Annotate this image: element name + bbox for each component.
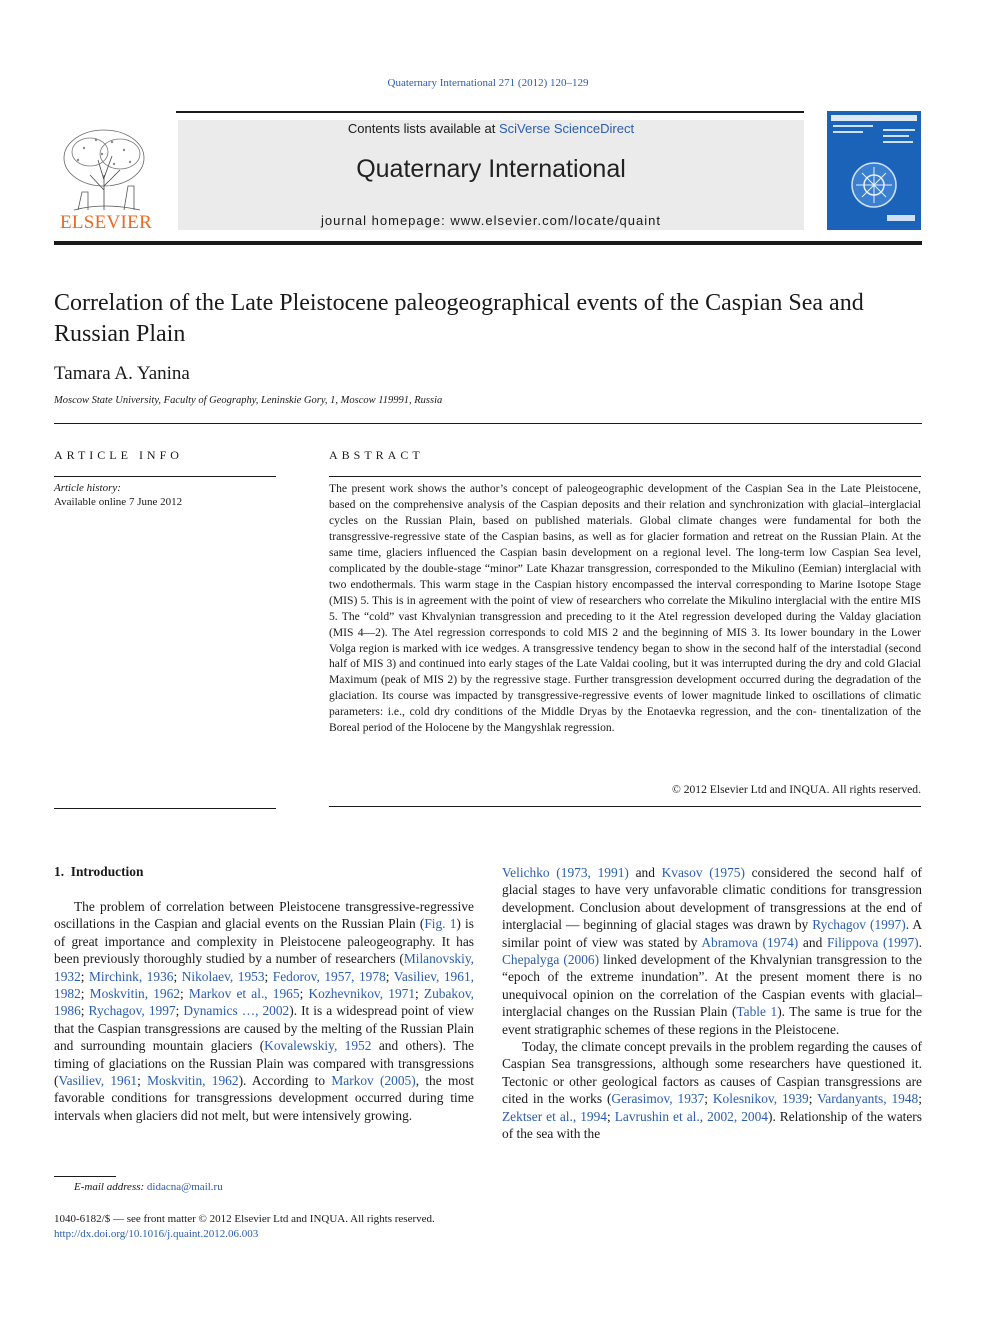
- article-info-bottom-rule: [54, 808, 276, 809]
- text-run: and: [798, 934, 827, 950]
- text-run: Today, the climate concept prevails in the problem regarding the causes of Caspian Sea transgressions, although some researchers have questioned it. Tectonic or other geological factors as causes of Caspian transgressions are cited in the works (: [502, 1039, 922, 1107]
- citation-link[interactable]: Vasiliev, 1961: [58, 1073, 138, 1089]
- figure-link[interactable]: Fig. 1: [424, 916, 457, 932]
- article-title: Correlation of the Late Pleistocene paleogeographical events of the Caspian Sea and Russian Plain: [54, 290, 864, 347]
- body-column-right: [502, 864, 922, 1143]
- citation-link[interactable]: Zektser et al., 1994: [502, 1108, 607, 1124]
- author-name[interactable]: Tamara A. Yanina: [54, 363, 190, 384]
- contents-line: [178, 121, 804, 136]
- text-run: ). According to: [238, 1073, 332, 1089]
- text-run: ). The same is true for the event stratigraphic schemes of these regions in the Pleistocene.: [502, 1004, 922, 1037]
- citation-link[interactable]: Rychagov, 1997: [88, 1003, 176, 1019]
- article-info-rule: [54, 476, 276, 477]
- text-run: The problem of correlation between Pleistocene transgressive-regressive oscillations in the Caspian and glacial events on the Russian Plain (: [54, 899, 474, 932]
- section-heading-introduction: 1. Introduction: [54, 864, 144, 879]
- citation-link[interactable]: Moskvitin, 1962: [89, 986, 181, 1002]
- body-column-left: [54, 898, 474, 1124]
- citation-link[interactable]: Vardanyants, 1948: [817, 1091, 919, 1107]
- header-bottom-rule: [54, 241, 922, 245]
- text-run: considered the second half of glacial stages to have very unfavorable climatic conditions for transgression development. Conclusion about development of transgressions at the end of interglacial — beginning of glacial stages was drawn by: [502, 865, 923, 933]
- citation-link[interactable]: Filippova (1997): [826, 934, 919, 950]
- citation-link[interactable]: Moskvitin, 1962: [147, 1073, 239, 1089]
- citation-link[interactable]: Dynamics …, 2002: [183, 1003, 290, 1019]
- author-affiliation: Moscow State University, Faculty of Geography, Leninskie Gory, 1, Moscow 119991, Russia: [54, 395, 443, 406]
- intro-paragraph-1: The problem of correlation between Pleistocene transgressive-regressive oscillations in the Caspian and glacial events on the Russian Plain (Fig. 1) is of great importance and complexity in Pleistocene paleogeography. It has been previously thoroughly studied by a number of researchers (Milanovskiy, 1932; Mirchink, 1936; Nikolaev, 1953; Fedorov, 1957, 1978; Vasiliev, 1961, 1982; Moskvitin, 1962; Markov et al., 1965; Kozhevnikov, 1971; Zubakov, 1986; Rychagov, 1997; Dynamics …, 2002). It is a widespread point of view that the Caspian transgressions are caused by the melting of the Russian Plain and surrounding mountain glaciers (Kovalewskiy, 1952 and others). The timing of glaciations on the Russian Plain was compared with transgressions (Vasiliev, 1961; Moskvitin, 1962). According to Markov (2005), the most favorable conditions for transgressions development occurred during time intervals when glaciers did not melt, but were intensively growing.: [54, 899, 475, 1123]
- citation-link[interactable]: Zubakov, 1986: [54, 986, 474, 1019]
- homepage-url[interactable]: www.elsevier.com/locate/quaint: [450, 213, 661, 228]
- sciencedirect-link[interactable]: SciVerse ScienceDirect: [498, 121, 635, 136]
- text-run: ) is of great importance and complexity in Pleistocene paleogeography. It has been previously thoroughly studied by a number of researchers (: [54, 916, 474, 967]
- email-link[interactable]: didacna@mail.ru: [146, 1181, 223, 1193]
- citation-link[interactable]: Mirchink, 1936: [89, 968, 174, 984]
- text-run: ). Relationship of the waters of the sea with the: [502, 1108, 922, 1142]
- citation-link[interactable]: Markov et al., 1965: [188, 986, 300, 1002]
- elsevier-wordmark[interactable]: ELSEVIER: [59, 212, 153, 233]
- footnote-rule: [54, 1176, 116, 1177]
- citation-link[interactable]: Abramova (1974): [701, 934, 799, 950]
- citation-link[interactable]: Kovalewskiy, 1952: [264, 1038, 372, 1054]
- text-run: linked development of the Khvalynian transgression to the “epoch of the extreme inundation”. At the present moment there is no unequivocal opinion on the correlation of the Caspian events with glacial–interglacial changes on the Russian Plain (: [502, 952, 922, 1020]
- citation-link[interactable]: Vasiliev, 1961, 1982: [54, 968, 474, 1002]
- journal-homepage: [178, 213, 804, 228]
- available-online: Available online 7 June 2012: [54, 496, 183, 508]
- citation-link[interactable]: Nikolaev, 1953: [181, 968, 265, 984]
- citation-link[interactable]: Milanovskiy, 1932: [54, 951, 474, 984]
- text-run: . A similar point of view was stated by: [502, 917, 922, 950]
- abstract-rule: [329, 476, 921, 477]
- citation-link[interactable]: Rychagov (1997): [812, 917, 906, 933]
- title-rule: [54, 423, 922, 424]
- text-run: .: [918, 934, 923, 950]
- citation-link[interactable]: Lavrushin et al., 2002, 2004: [614, 1108, 768, 1124]
- issn-line: 1040-6182/$ — see front matter © 2012 Elsevier Ltd and INQUA. All rights reserved.: [54, 1213, 435, 1225]
- citation-link[interactable]: Kvasov (1975): [661, 865, 745, 880]
- journal-cover-thumbnail[interactable]: [827, 111, 921, 230]
- abstract-text: The present work shows the author’s concept of paleogeographic development of the Caspian Sea in the Late Pleistocene, based on the comprehensive analysis of the Caspian deposits and their relation and synchronization with glacial–interglacial cycles on the Russian Plain, based on published materials. Global climate changes were fundamental for both the transgressive-regressive state of the Caspian basins, as well as for glacier formation and retreat on the Russian Plain. At the same time, glaciers influenced the Caspian basin development on a regional level. The long-term low Caspian Sea level, complicated by the double-stage “minor” Late Khazar transgression, corresponded to the Mikulino (Eemian) interglacial with two endothermals. This warm stage in the Caspian history encompassed the interval corresponding to Marine Isotope Stage (MIS) 5. This is in agreement with the point of view of researchers who correlate the Mikulino interglacial with the entire MIS 5. The “cold” vast Khvalynian transgression and preceding to it the Atel regression developed during the Valday glaciation (MIS 4—2). The Atel regression corresponds to cold MIS 2 and the beginning of MIS 3. Its lower boundary in the Lower Volga region is marked with ice wedges. A transgressive tendency began to show in the second half of the interstadial (second half of MIS 3) and continued into early stages of the Late Valdai cooling, but it was interrupted during the dry and cold Glacial Maximum (peak of MIS 2) by the regressive stage. Further transgression development occurred during the degradation of the glaciation. Its course was impacted by transgressive-regressive events of lower magnitude linked to oscillations of climatic parameters: i.e., cold dry conditions of the Middle Dryas by the Enotaevka regression, and the con- tinentalization of the Boreal period of the Holocene by the Mangyshlak regression.: [329, 482, 921, 735]
- text-run: and others). The timing of glaciations on the Russian Plain was compared with transgressions (: [54, 1038, 474, 1089]
- citation-link[interactable]: Chepalyga (2006): [502, 952, 600, 968]
- intro-paragraph-1-continued: [502, 864, 922, 1038]
- abstract-heading: ABSTRACT: [329, 448, 424, 462]
- intro-paragraph-2: Today, the climate concept prevails in the problem regarding the causes of Caspian Sea transgressions, although some researchers have questioned it. Tectonic or other geological factors as causes of Caspian transgressions are cited in the works (Gerasimov, 1937; Kolesnikov, 1939; Vardanyants, 1948; Zektser et al., 1994; Lavrushin et al., 2002, 2004). Relationship of the waters of the sea with the: [502, 1039, 922, 1142]
- text-run: ). It is a widespread point of view that the Caspian transgressions are caused by the melting of the Russian Plain and surrounding mountain glaciers (: [54, 1003, 475, 1054]
- header-top-rule: [176, 111, 804, 113]
- table-link[interactable]: Table 1: [736, 1004, 778, 1020]
- history-label: Article history:: [54, 482, 121, 494]
- journal-reference[interactable]: Quaternary International 271 (2012) 120–129: [387, 77, 589, 89]
- text-run: and: [628, 865, 662, 880]
- email-footnote: [74, 1181, 223, 1193]
- issn-block: [54, 1212, 435, 1242]
- citation-link[interactable]: Velichko (1973, 1991): [502, 865, 629, 880]
- contents-prefix: Contents lists available at: [347, 121, 499, 136]
- citation-link[interactable]: Markov (2005): [331, 1073, 416, 1089]
- article-info-heading: ARTICLE INFO: [54, 448, 183, 462]
- doi-link[interactable]: http://dx.doi.org/10.1016/j.quaint.2012.06.003: [54, 1228, 259, 1240]
- citation-link[interactable]: Kolesnikov, 1939: [712, 1091, 809, 1107]
- journal-name: Quaternary International: [356, 155, 626, 183]
- citation-link[interactable]: Fedorov, 1957, 1978: [272, 968, 386, 984]
- email-label: E-mail address:: [74, 1181, 147, 1193]
- text-run: , the most favorable conditions for transgressions development occurred during time intervals when glaciers did not melt, but were intensively growing.: [54, 1073, 474, 1123]
- homepage-prefix: journal homepage:: [321, 213, 451, 228]
- abstract-bottom-rule: [329, 806, 921, 807]
- citation-link[interactable]: Gerasimov, 1937: [611, 1091, 705, 1107]
- abstract-copyright: © 2012 Elsevier Ltd and INQUA. All rights reserved.: [671, 783, 921, 796]
- citation-link[interactable]: Kozhevnikov, 1971: [308, 986, 416, 1002]
